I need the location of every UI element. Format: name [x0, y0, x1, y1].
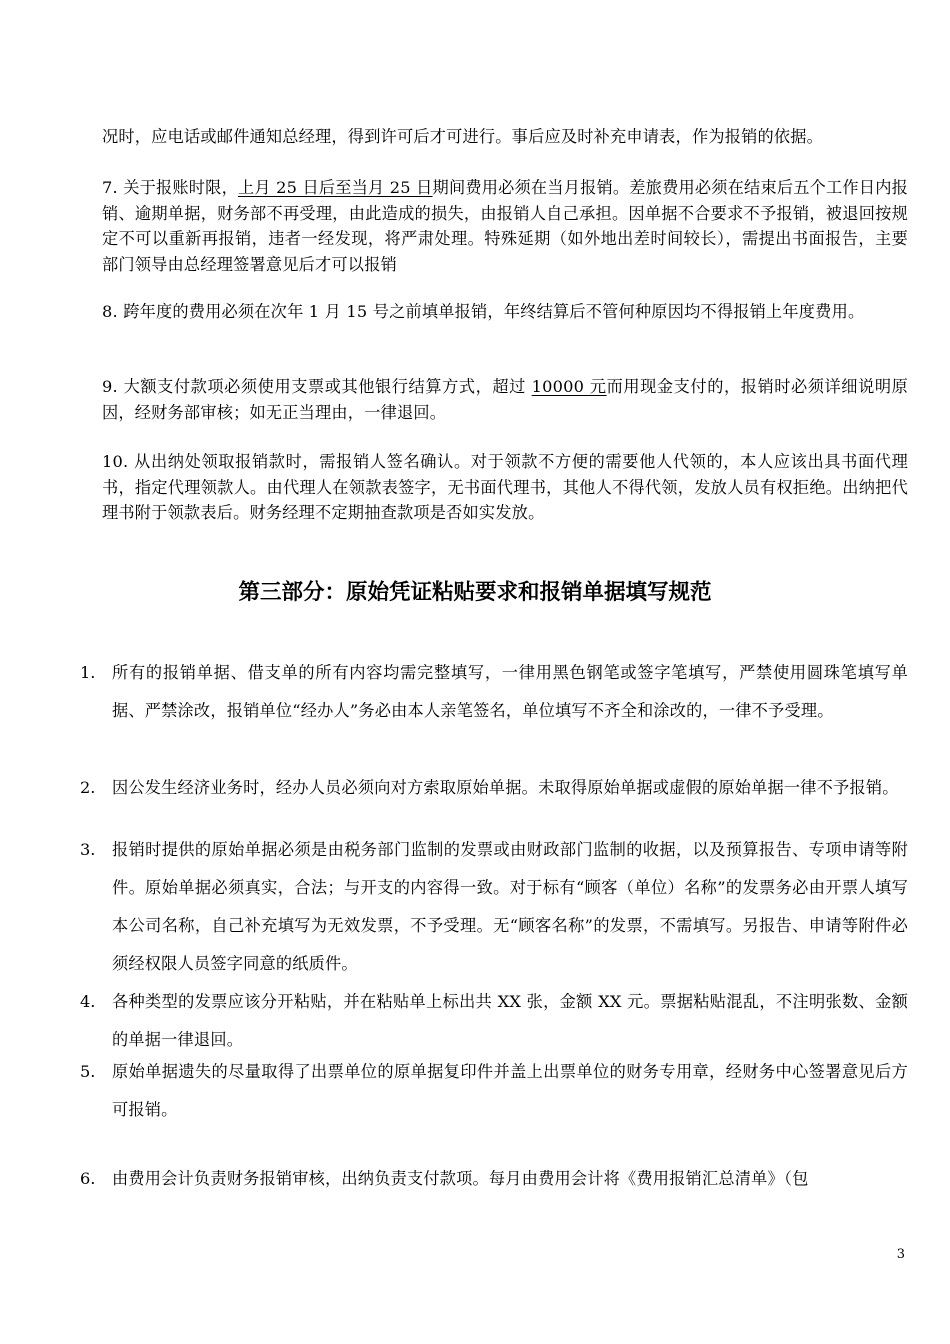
list-item-number: 6.	[80, 1169, 96, 1188]
list-item	[80, 983, 908, 1059]
list-item-text: 报销时提供的原始单据必须是由税务部门监制的发票或由财政部门监制的收据，以及预算报告、专项申请等附件。原始单据必须真实，合法；与开支的内容得一致。对于标有“顾客（单位）名称”的发票务必由开票人填写本公司名称，自己补充填写为无效发票，不予受理。无“顾客名称”的发票，不需填写。另报告、申请等附件必须经权限人员签字同意的纸质件。	[112, 840, 908, 973]
list-item-text: 由费用会计负责财务报销审核，出纳负责支付款项。每月由费用会计将《费用报销汇总清单》（包	[112, 1169, 809, 1188]
paragraph-7-rest: 期间费用必须在当月报销。差旅费用必须在结束后五个工作日内报销、逾期单据，财务部不再受理，由此造成的损失，由报销人自己承担。因单据不合要求不予报销，被退回按规定不可以重新再报销，违者一经发现，将严肃处理。特殊延期（如外地出差时间较长），需提出书面报告，主要部门领导由总经理签署意见后才可以报销	[102, 178, 908, 274]
list-item-text: 所有的报销单据、借支单的所有内容均需完整填写，一律用黑色钢笔或签字笔填写，严禁使用圆珠笔填写单据、严禁涂改，报销单位“经办人”务必由本人亲笔签名，单位填写不齐全和涂改的，一律不予受理。	[112, 663, 908, 720]
paragraph-7-lead: 7. 关于报账时限，	[102, 178, 238, 197]
list-item-number: 1.	[80, 663, 96, 682]
paragraph-8: 8. 跨年度的费用必须在次年 1 月 15 号之前填单报销，年终结算后不管何种原因均不得报销上年度费用。	[102, 302, 865, 321]
page-number: 3	[896, 1247, 905, 1262]
list-item-text: 因公发生经济业务时，经办人员必须向对方索取原始单据。未取得原始单据或虚假的原始单据一律不予报销。	[112, 778, 899, 797]
list-item	[80, 769, 908, 807]
section-heading: 第三部分：原始凭证粘贴要求和报销单据填写规范	[238, 580, 712, 605]
list-item-number: 5.	[80, 1062, 96, 1081]
list-item-text: 原始单据遗失的尽量取得了出票单位的原单据复印件并盖上出票单位的财务专用章，经财务中心签署意见后方可报销。	[112, 1062, 908, 1119]
list-item	[80, 1053, 908, 1129]
paragraph-9-underlined-amount: 10000 元	[531, 377, 607, 396]
paragraph-9	[102, 374, 908, 425]
list-item-text: 各种类型的发票应该分开粘贴，并在粘贴单上标出共 XX 张，金额 XX 元。票据粘贴混乱，不注明张数、金额的单据一律退回。	[112, 992, 908, 1049]
list-item-number: 4.	[80, 992, 96, 1011]
paragraph-continuation: 况时，应电话或邮件通知总经理，得到许可后才可进行。事后应及时补充申请表，作为报销的依据。	[102, 127, 824, 146]
list-item	[80, 1160, 908, 1198]
paragraph-10: 10. 从出纳处领取报销款时，需报销人签名确认。对于领款不方便的需要他人代领的，本人应该出具书面代理书，指定代理领款人。由代理人在领款表签字，无书面代理书，其他人不得代领，发放人员有权拒绝。出纳把代理书附于领款表后。财务经理不定期抽查款项是否如实发放。	[102, 452, 908, 522]
list-item	[80, 654, 908, 730]
paragraph-7-underlined-period: 上月 25 日后至当月 25 日	[237, 178, 433, 197]
paragraph-7	[102, 175, 908, 277]
list-item	[80, 831, 908, 983]
paragraph-9-lead: 9. 大额支付款项必须使用支票或其他银行结算方式，超过	[102, 377, 532, 396]
paragraph-9-rest: 而用现金支付的，报销时必须详细说明原因，经财务部审核；如无正当理由，一律退回。	[102, 377, 908, 422]
list-item-number: 2.	[80, 778, 96, 797]
list-item-number: 3.	[80, 840, 96, 859]
